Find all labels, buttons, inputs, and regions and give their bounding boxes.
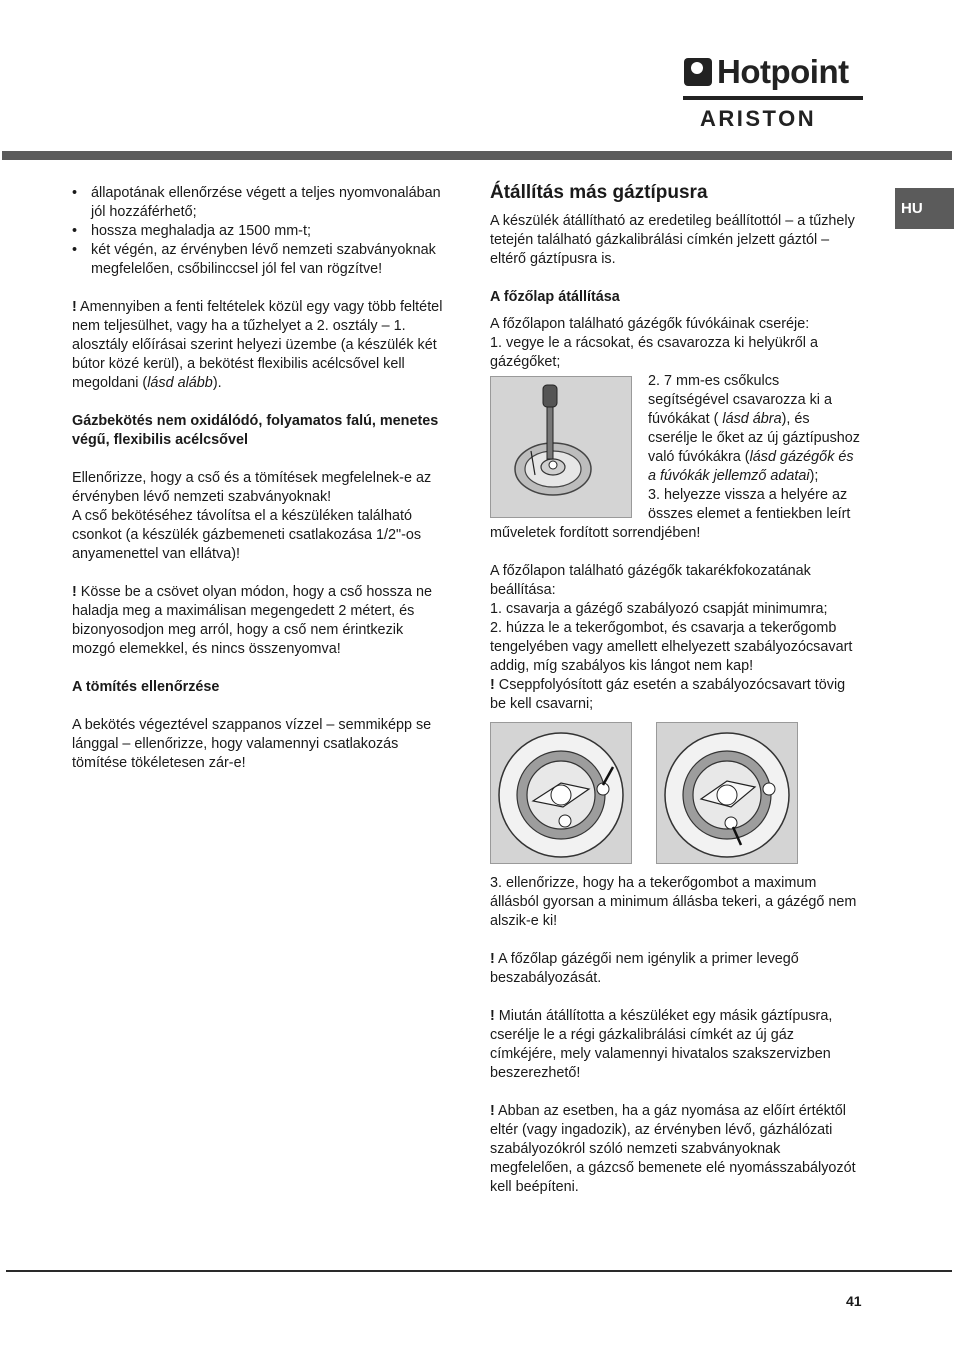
nozzle-step-3: 3. helyezze vissza a helyére az összes elemet a fentiekben leírt műveletek fordított sorrendjében! (490, 487, 851, 541)
section-title: Átállítás más gáztípusra (490, 182, 708, 203)
standards-paragraph: Ellenőrizze, hogy a cső és a tömítések megfelelnek-e az érvényben lévő nemzeti szabványoknak! (72, 470, 432, 505)
logo-divider (683, 96, 863, 100)
seal-check-paragraph: A bekötés végeztével szappanos vízzel – semmiképp se lánggal – ellenőrizze, hogy valamennyi csatlakozás tömítése tökéletesen zár-e! (72, 717, 432, 771)
intro-paragraph: A készülék átállítható az eredetileg beállítottól – a tűzhely tetején található gázkalibrálási címkén jelzett gáztól – eltérő gáztípusra is. (490, 213, 855, 267)
connector-paragraph: A cső bekötéséhez távolítsa el a készüléken található csonkot (a készülék gázbemeneti csatlakozása 1/2"-os anyamenettel van ellátva)! (72, 508, 422, 562)
brand-hotpoint: Hotpoint (717, 53, 849, 90)
nozzle-lead: A főzőlapon található gázégők fúvókáinak cseréje: (490, 316, 810, 332)
primary-air-note: ! A főzőlap gázégői nem igénylik a primer levegő beszabályozását. (490, 951, 799, 986)
minimum-step-2: 2. húzza le a tekerőgombot, és csavarja a tekerőgomb tengelyében vagy amellett elhelyezett szabályozócsavart addig, míg szabályos kis lángot nem kap! (490, 620, 853, 674)
brand-ariston: ARISTON (700, 106, 817, 131)
minimum-lead: A főzőlapon található gázégők takarékfokozatának beállítása: (490, 563, 811, 598)
seal-check-heading: A tömítés ellenőrzése (72, 679, 220, 695)
flexible-pipe-warning: ! Amennyiben a fenti feltételek közül egy vagy több feltétel nem teljesülhet, vagy ha a tűzhelyet a 2. osztály – 1. alosztály előírásai szerint helyezi üzembe (a készülék két bútor közé kerül), a bekötést flexibilis acélcsővel kell megoldani (lásd alább). (72, 299, 443, 391)
list-item: • állapotának ellenőrzése végett a teljes nyomvonalában jól hozzáférhető; (72, 184, 447, 222)
minimum-step-3: 3. ellenőrizze, hogy ha a tekerőgombot a maximum állásból gyorsan a minimum állásba tekeri, a gázégő nem alszik-e ki! (490, 875, 857, 929)
language-tab: HU (895, 188, 954, 229)
label-replacement-note: ! Miután átállította a készüléket egy másik gáztípusra, cserélje le a régi gázkalibrálási címkét az új gáz címkéjére, mely valamennyi hivatalos szakszervizben beszerezhető! (490, 1008, 833, 1081)
burner-wrench-icon (491, 377, 631, 517)
hob-conversion-heading: A főzőlap átállítása (490, 289, 620, 305)
nozzle-step-2: 2. 7 mm-es csőkulcs segítségével csavarozza ki a fúvókákat ( lásd ábra), és cserélje le őket az új gáztípushoz való fúvókákra (lásd gázégők és a fúvókák jellemző adatai); (648, 373, 860, 484)
list-item: • hossza meghaladja az 1500 mm-t; (72, 222, 447, 241)
tap-adjustment-figures (490, 722, 862, 864)
lpg-warning: ! Cseppfolyósított gáz esetén a szabályozócsavart tövig be kell csavarni; (490, 677, 846, 712)
gas-tap-icon (491, 723, 631, 863)
pipe-length-warning: ! Kösse be a csövet olyan módon, hogy a cső hossza ne haladja meg a maximálisan megengedett 2 métert, és bizonyosodjon meg arról, hogy a cső nem érintkezik mozgó elemekkel, és nincs összenyomva! (72, 584, 432, 657)
header-rule (2, 151, 952, 160)
footer-rule (6, 1270, 952, 1272)
left-column (72, 184, 447, 773)
requirements-list (72, 184, 447, 279)
tap-figure-right (656, 722, 798, 864)
hotpoint-logo-mark-icon (684, 58, 712, 86)
minimum-step-1: 1. csavarja a gázégő szabályozó csapját minimumra; (490, 601, 828, 617)
right-column (490, 212, 862, 1197)
nozzle-step-1: 1. vegye le a rácsokat, és csavarozza ki helyükről a gázégőket; (490, 335, 818, 370)
page-number: 41 (846, 1293, 862, 1309)
pressure-regulator-note: ! Abban az esetben, ha a gáz nyomása az előírt értéktől eltér (vagy ingadozik), az érvényben lévő, gázhálózati szabályozókról szóló nemzeti szabványoknak megfelelően, a gázcső bemenete elé nyomásszabályozót kell beépíteni. (490, 1103, 856, 1195)
list-item: • két végén, az érvényben lévő nemzeti szabványoknak megfelelően, csőbilinccsel jól fel van rögzítve! (72, 241, 447, 279)
gas-tap-icon (657, 723, 797, 863)
tap-figure-left (490, 722, 632, 864)
hotpoint-logo (684, 52, 864, 92)
gas-connection-heading: Gázbekötés nem oxidálódó, folyamatos falú, menetes végű, flexibilis acélcsővel (72, 413, 439, 448)
nozzle-wrench-illustration (490, 376, 632, 518)
